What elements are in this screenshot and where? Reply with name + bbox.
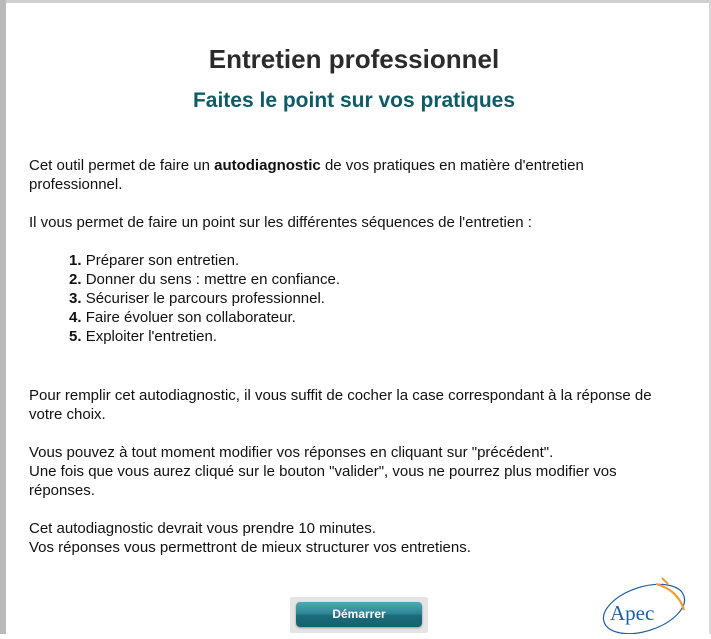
steps-list xyxy=(69,251,340,346)
list-item xyxy=(69,251,340,270)
step-text: Sécuriser le parcours professionnel. xyxy=(85,290,325,307)
step-text: Faire évoluer son collaborateur. xyxy=(85,309,296,326)
intro-text-before: Cet outil permet de faire un xyxy=(29,157,215,174)
window-left-border xyxy=(0,0,6,634)
intro-paragraph xyxy=(29,156,679,194)
intro-text-bold: autodiagnostic xyxy=(214,157,321,174)
step-number: 3. xyxy=(69,290,82,307)
validate-instructions: Une fois que vous aurez cliqué sur le bouton "valider", vous ne pourrez plus modifier vos réponses. xyxy=(29,463,617,499)
step-number: 5. xyxy=(69,328,82,345)
apec-logo-icon xyxy=(598,576,690,634)
step-number: 2. xyxy=(69,271,82,288)
sequences-intro: Il vous permet de faire un point sur les différentes séquences de l'entretien : xyxy=(29,214,532,231)
list-item xyxy=(69,308,340,327)
step-number: 4. xyxy=(69,309,82,326)
modify-instructions: Vous pouvez à tout moment modifier vos réponses en cliquant sur "précédent". xyxy=(29,444,554,461)
logo-text: Apec xyxy=(610,601,655,625)
page-subtitle: Faites le point sur vos pratiques xyxy=(192,89,516,112)
list-item xyxy=(69,327,340,346)
step-text: Préparer son entretien. xyxy=(85,252,240,269)
list-item xyxy=(69,270,340,289)
step-number: 1. xyxy=(69,252,82,269)
intro-text-after: de vos pratiques en matière d'entretien professionnel. xyxy=(29,157,584,193)
page-title: Entretien professionnel xyxy=(208,44,500,74)
fill-instructions: Pour remplir cet autodiagnostic, il vous suffit de cocher la case correspondant à la réponse de votre choix. xyxy=(29,387,652,423)
list-item xyxy=(69,289,340,308)
duration-text: Cet autodiagnostic devrait vous prendre 10 minutes. xyxy=(29,520,376,537)
start-button[interactable]: Démarrer xyxy=(296,602,422,627)
benefit-text: Vos réponses vous permettront de mieux structurer vos entretiens. xyxy=(29,539,471,556)
step-text: Exploiter l'entretien. xyxy=(85,328,217,345)
start-button-container xyxy=(290,597,428,633)
window-top-border xyxy=(0,0,711,3)
step-text: Donner du sens : mettre en confiance. xyxy=(85,271,340,288)
